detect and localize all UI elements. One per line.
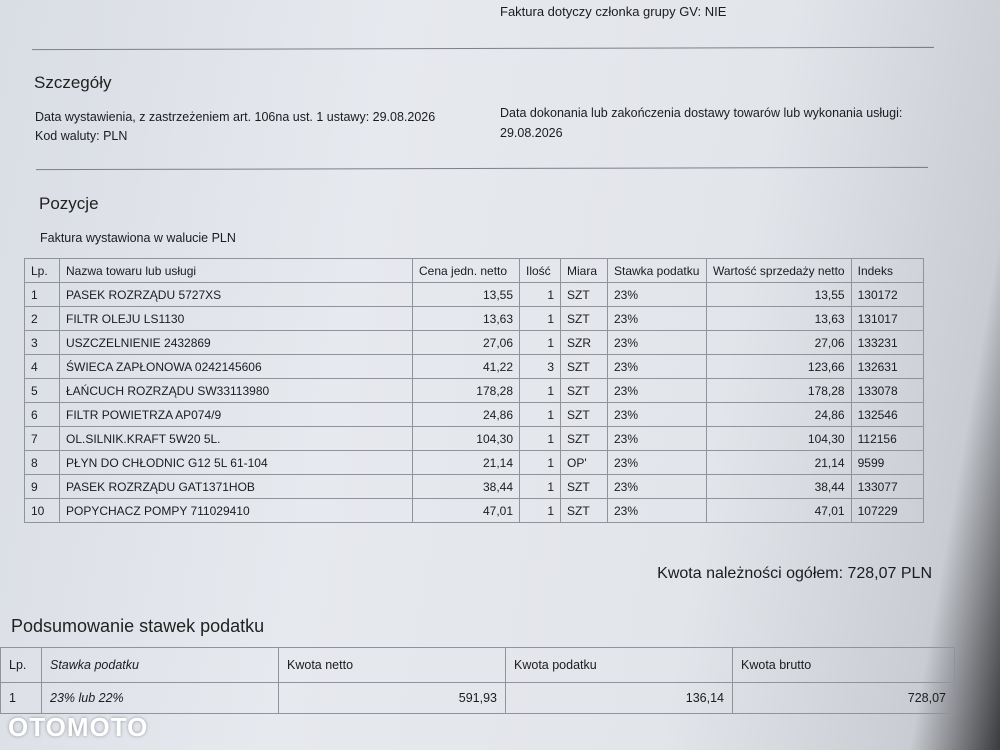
positions-title: Pozycje (39, 194, 99, 213)
cell-name: PŁYN DO CHŁODNIC G12 5L 61-104 (60, 451, 413, 475)
cell-name: USZCZELNIENIE 2432869 (60, 331, 413, 355)
cell-index: 107229 (851, 499, 923, 523)
cell-qty: 1 (520, 331, 561, 355)
cell-unit: SZR (561, 331, 608, 355)
col-header: Indeks (851, 259, 923, 283)
cell-qty: 1 (520, 307, 561, 331)
cell-tax-rate: 23% (608, 475, 707, 499)
cell-index: 133077 (851, 475, 923, 499)
cell-tax-rate: 23% (608, 427, 707, 451)
cell-unit: SZT (561, 403, 608, 427)
cell-lp: 1 (25, 283, 60, 307)
table-row (25, 379, 924, 403)
cell-index: 132631 (851, 355, 923, 379)
cell-net-value: 104,30 (707, 427, 852, 451)
summary-title: Podsumowanie stawek podatku (11, 616, 265, 636)
cell-name: FILTR POWIETRZA AP074/9 (60, 403, 413, 427)
cell-index: 133231 (851, 331, 923, 355)
cell-lp: 7 (25, 427, 60, 451)
cell-tax-rate: 23% (608, 331, 707, 355)
table-row (1, 683, 955, 714)
cell-net-value: 47,01 (707, 499, 852, 523)
delivery-label: Data dokonania lub zakończenia dostawy towarów lub wykonania usługi: (500, 106, 903, 120)
table-row (25, 403, 924, 427)
cell-net-amount: 591,93 (279, 683, 506, 714)
cell-net-value: 13,63 (707, 307, 852, 331)
cell-net-value: 178,28 (707, 379, 852, 403)
col-header: Stawka podatku (608, 259, 707, 283)
cell-index: 130172 (851, 283, 923, 307)
table-row (25, 307, 924, 331)
cell-unit-price: 24,86 (413, 403, 520, 427)
cell-qty: 1 (520, 403, 561, 427)
cell-qty: 1 (520, 379, 561, 403)
table-row (25, 283, 924, 307)
cell-lp: 3 (25, 331, 60, 355)
cell-net-value: 123,66 (707, 355, 852, 379)
col-header: Kwota brutto (733, 648, 955, 683)
cell-lp: 2 (25, 307, 60, 331)
cell-unit-price: 13,55 (413, 283, 520, 307)
group-flag: Faktura dotyczy członka grupy GV: NIE (500, 4, 727, 19)
cell-index: 132546 (851, 403, 923, 427)
cell-qty: 3 (520, 355, 561, 379)
cell-tax-rate: 23% lub 22% (42, 683, 279, 714)
cell-gross-amount: 728,07 (733, 683, 955, 714)
cell-tax-rate: 23% (608, 283, 707, 307)
cell-lp: 8 (25, 451, 60, 475)
cell-name: OL.SILNIK.KRAFT 5W20 5L. (60, 427, 413, 451)
table-row (25, 331, 924, 355)
col-header: Nazwa towaru lub usługi (60, 259, 413, 283)
cell-unit: OP' (561, 451, 608, 475)
table-header-row (25, 259, 924, 283)
cell-qty: 1 (520, 475, 561, 499)
cell-net-value: 38,44 (707, 475, 852, 499)
currency-code: Kod waluty: PLN (35, 129, 128, 143)
cell-unit-price: 104,30 (413, 427, 520, 451)
cell-name: FILTR OLEJU LS1130 (60, 307, 413, 331)
total-amount: Kwota należności ogółem: 728,07 PLN (657, 565, 932, 582)
cell-tax-rate: 23% (608, 451, 707, 475)
cell-tax-rate: 23% (608, 499, 707, 523)
col-header: Stawka podatku (42, 648, 279, 683)
cell-name: PASEK ROZRZĄDU GAT1371HOB (60, 475, 413, 499)
cell-tax-rate: 23% (608, 307, 707, 331)
cell-qty: 1 (520, 427, 561, 451)
issue-date: Data wystawienia, z zastrzeżeniem art. 106na ust. 1 ustawy: 29.08.2026 (35, 110, 436, 124)
cell-lp: 10 (25, 499, 60, 523)
cell-qty: 1 (520, 451, 561, 475)
cell-unit: SZT (561, 355, 608, 379)
cell-unit-price: 13,63 (413, 307, 520, 331)
cell-lp: 6 (25, 403, 60, 427)
cell-net-value: 21,14 (707, 451, 852, 475)
table-row (25, 355, 924, 379)
col-header: Cena jedn. netto (413, 259, 520, 283)
table-header-row (1, 648, 955, 683)
col-header: Lp. (1, 648, 42, 683)
delivery-date: 29.08.2026 (500, 126, 563, 140)
cell-name: POPYCHACZ POMPY 711029410 (60, 499, 413, 523)
cell-lp: 5 (25, 379, 60, 403)
col-header: Ilość (520, 259, 561, 283)
col-header: Kwota podatku (506, 648, 733, 683)
cell-qty: 1 (520, 499, 561, 523)
cell-unit: SZT (561, 283, 608, 307)
cell-tax-rate: 23% (608, 379, 707, 403)
cell-index: 9599 (851, 451, 923, 475)
col-header: Miara (561, 259, 608, 283)
cell-unit: SZT (561, 475, 608, 499)
cell-name: PASEK ROZRZĄDU 5727XS (60, 283, 413, 307)
cell-index: 112156 (851, 427, 923, 451)
table-row (25, 451, 924, 475)
cell-unit: SZT (561, 499, 608, 523)
cell-tax-amount: 136,14 (506, 683, 733, 714)
col-header: Lp. (25, 259, 60, 283)
cell-unit-price: 47,01 (413, 499, 520, 523)
cell-unit: SZT (561, 427, 608, 451)
otomoto-watermark: OTOMOTO (8, 712, 149, 742)
cell-index: 131017 (851, 307, 923, 331)
table-row (25, 475, 924, 499)
cell-lp: 9 (25, 475, 60, 499)
cell-unit: SZT (561, 379, 608, 403)
divider (32, 47, 934, 50)
cell-net-value: 24,86 (707, 403, 852, 427)
positions-subtitle: Faktura wystawiona w walucie PLN (40, 231, 236, 245)
cell-name: ŁAŃCUCH ROZRZĄDU SW33113980 (60, 379, 413, 403)
cell-unit: SZT (561, 307, 608, 331)
positions-table (24, 258, 924, 523)
cell-qty: 1 (520, 283, 561, 307)
cell-index: 133078 (851, 379, 923, 403)
col-header: Wartość sprzedaży netto (707, 259, 852, 283)
table-row (25, 427, 924, 451)
cell-lp: 4 (25, 355, 60, 379)
cell-unit-price: 38,44 (413, 475, 520, 499)
cell-tax-rate: 23% (608, 403, 707, 427)
cell-name: ŚWIECA ZAPŁONOWA 0242145606 (60, 355, 413, 379)
details-title: Szczegóły (34, 73, 112, 92)
cell-unit-price: 27,06 (413, 331, 520, 355)
cell-tax-rate: 23% (608, 355, 707, 379)
cell-lp: 1 (1, 683, 42, 714)
cell-unit-price: 41,22 (413, 355, 520, 379)
cell-net-value: 13,55 (707, 283, 852, 307)
divider (36, 167, 928, 170)
cell-unit-price: 178,28 (413, 379, 520, 403)
cell-unit-price: 21,14 (413, 451, 520, 475)
cell-net-value: 27,06 (707, 331, 852, 355)
table-row (25, 499, 924, 523)
tax-summary-table (0, 647, 955, 714)
col-header: Kwota netto (279, 648, 506, 683)
